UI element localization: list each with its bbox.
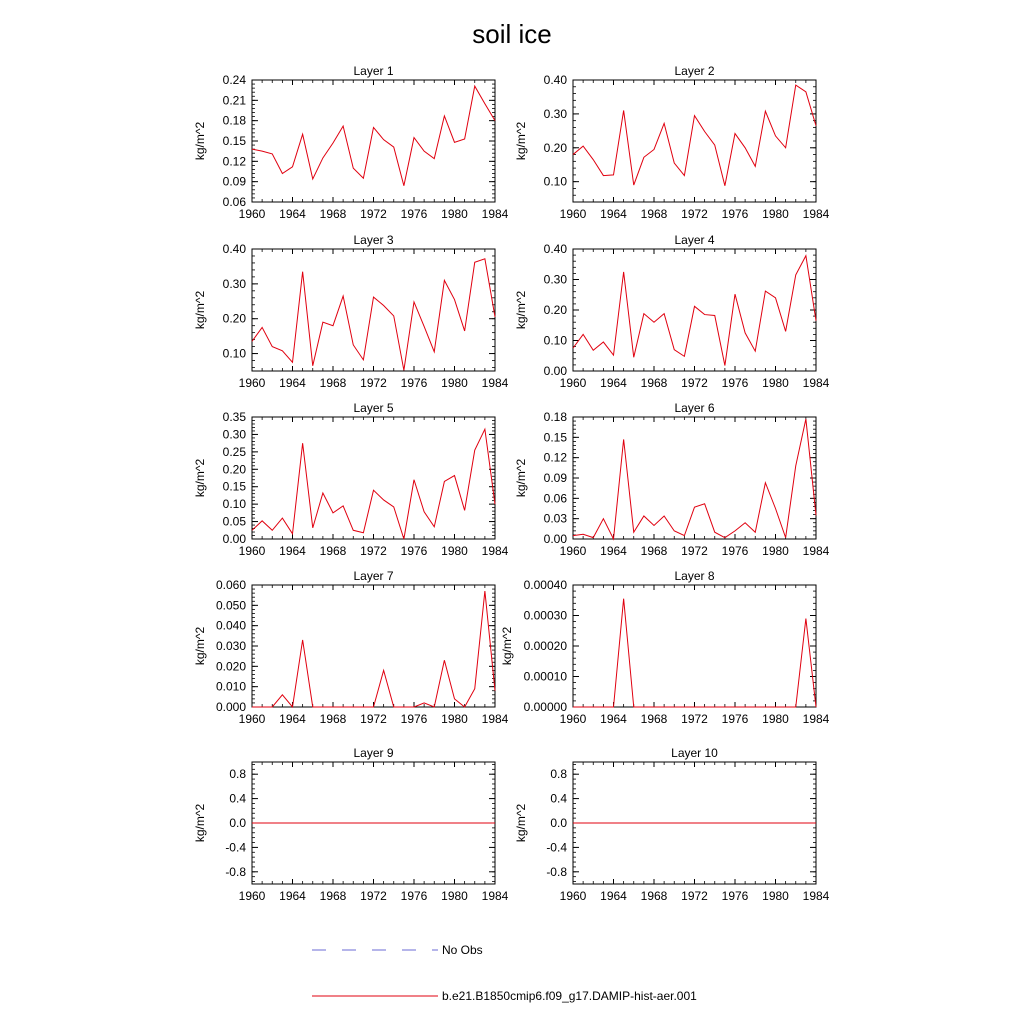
x-tick-label: 1984 [802, 889, 830, 903]
x-tick-label: 1964 [279, 712, 306, 726]
y-tick-label: 0.030 [215, 639, 246, 653]
figure-title: soil ice [472, 19, 552, 49]
panel-layer-5 [193, 401, 509, 558]
y-tick-label: 0.25 [222, 444, 246, 459]
x-tick-label: 1980 [762, 207, 789, 221]
y-tick-label: 0.00 [543, 532, 567, 546]
x-tick-label: 1964 [600, 544, 627, 558]
x-tick-label: 1980 [762, 376, 789, 390]
x-tick-label: 1968 [319, 544, 347, 558]
x-tick-label: 1980 [441, 207, 468, 221]
x-tick-label: 1964 [279, 207, 306, 221]
y-axis-label: kg/m^2 [500, 626, 514, 666]
x-tick-label: 1972 [681, 889, 708, 903]
x-tick-label: 1976 [721, 712, 749, 726]
panel-title: Layer 8 [674, 569, 715, 583]
series-line [252, 86, 495, 186]
y-axis-label: kg/m^2 [193, 458, 207, 498]
x-tick-label: 1968 [319, 712, 347, 726]
x-tick-label: 1984 [481, 712, 509, 726]
y-axis-label: kg/m^2 [514, 290, 528, 330]
y-tick-label: 0.40 [222, 242, 246, 256]
y-tick-label: 0.09 [543, 471, 567, 485]
x-tick-label: 1964 [600, 207, 627, 221]
x-tick-label: 1976 [721, 207, 749, 221]
x-tick-label: 1972 [360, 376, 387, 390]
x-tick-label: 1960 [559, 376, 587, 390]
y-tick-label: 0.00030 [523, 608, 567, 623]
y-tick-label: 0.18 [222, 113, 246, 128]
x-tick-label: 1976 [721, 544, 749, 558]
x-tick-label: 1960 [238, 712, 266, 726]
y-tick-label: -0.8 [225, 864, 246, 879]
x-tick-label: 1960 [559, 889, 587, 903]
panel-title: Layer 6 [674, 401, 715, 415]
y-tick-label: 0.8 [550, 767, 567, 782]
plot-frame [252, 585, 495, 707]
series-line [252, 259, 495, 371]
y-tick-label: 0.12 [543, 450, 567, 465]
x-tick-label: 1968 [640, 544, 668, 558]
series-line [252, 429, 495, 539]
panel-title: Layer 5 [353, 401, 394, 415]
y-tick-label: 0.03 [543, 511, 567, 526]
y-tick-label: 0.4 [229, 791, 246, 806]
x-tick-label: 1980 [762, 889, 789, 903]
y-tick-label: 0.00010 [523, 669, 567, 684]
panel-title: Layer 7 [353, 569, 394, 583]
x-tick-label: 1972 [360, 889, 387, 903]
legend [312, 943, 697, 1003]
y-tick-label: 0.10 [543, 333, 567, 348]
y-tick-label: 0.40 [543, 242, 567, 256]
y-tick-label: 0.30 [543, 106, 567, 121]
panel-layer-10 [514, 746, 830, 903]
panel-title: Layer 10 [671, 746, 718, 760]
y-tick-label: 0.35 [222, 410, 246, 424]
y-axis-label: kg/m^2 [514, 803, 528, 843]
x-tick-label: 1984 [481, 376, 509, 390]
x-tick-label: 1984 [481, 889, 509, 903]
series-line [573, 419, 816, 539]
y-tick-label: 0.20 [222, 462, 246, 477]
x-tick-label: 1972 [681, 712, 708, 726]
x-tick-label: 1968 [319, 207, 347, 221]
legend-label-model: b.e21.B1850cmip6.f09_g17.DAMIP-hist-aer.001 [442, 989, 697, 1003]
x-tick-label: 1984 [481, 207, 509, 221]
y-tick-label: 0.00020 [523, 639, 567, 653]
x-tick-label: 1980 [441, 544, 468, 558]
y-tick-label: 0.18 [543, 410, 567, 424]
y-tick-label: -0.4 [546, 840, 567, 855]
x-tick-label: 1980 [441, 376, 468, 390]
y-tick-label: 0.06 [222, 195, 246, 209]
x-tick-label: 1960 [238, 889, 266, 903]
y-tick-label: 0.8 [229, 767, 246, 782]
panel-layer-3 [193, 233, 509, 390]
panel-layer-8 [500, 569, 830, 726]
panel-layer-1 [193, 64, 509, 221]
y-axis-label: kg/m^2 [193, 803, 207, 843]
y-tick-label: 0.050 [215, 598, 246, 613]
x-tick-label: 1968 [640, 376, 668, 390]
legend-label-no-obs: No Obs [442, 943, 483, 957]
y-tick-label: 0.06 [543, 491, 567, 506]
series-line [252, 591, 495, 707]
y-tick-label: 0.0 [229, 816, 246, 830]
y-tick-label: 0.020 [215, 659, 246, 674]
x-tick-label: 1972 [360, 207, 387, 221]
panels-container [193, 64, 830, 903]
y-tick-label: 0.21 [222, 93, 246, 108]
panel-layer-4 [514, 233, 830, 390]
x-tick-label: 1960 [559, 544, 587, 558]
series-line [573, 256, 816, 366]
panel-layer-9 [193, 746, 509, 903]
x-tick-label: 1976 [400, 207, 428, 221]
y-tick-label: 0.010 [215, 679, 246, 694]
y-tick-label: 0.30 [543, 272, 567, 287]
plot-frame [252, 417, 495, 539]
y-tick-label: 0.20 [543, 303, 567, 317]
panel-title: Layer 3 [353, 233, 394, 247]
y-tick-label: -0.8 [546, 864, 567, 879]
y-tick-label: 0.15 [222, 134, 246, 148]
x-tick-label: 1960 [238, 544, 266, 558]
y-tick-label: -0.4 [225, 840, 246, 855]
y-axis-label: kg/m^2 [193, 626, 207, 666]
x-tick-label: 1964 [600, 376, 627, 390]
panel-layer-6 [514, 401, 830, 558]
y-tick-label: 0.20 [222, 311, 246, 326]
y-tick-label: 0.060 [215, 578, 246, 592]
x-tick-label: 1972 [681, 207, 708, 221]
y-tick-label: 0.10 [222, 346, 246, 361]
x-tick-label: 1980 [441, 889, 468, 903]
y-tick-label: 0.15 [543, 430, 567, 445]
y-tick-label: 0.4 [550, 791, 567, 806]
y-tick-label: 0.10 [222, 497, 246, 512]
series-line [573, 599, 816, 707]
x-tick-label: 1980 [762, 544, 789, 558]
y-tick-label: 0.040 [215, 618, 246, 633]
y-axis-label: kg/m^2 [193, 290, 207, 330]
x-tick-label: 1976 [721, 376, 749, 390]
plot-frame [573, 585, 816, 707]
y-tick-label: 0.00040 [523, 578, 567, 592]
x-tick-label: 1960 [238, 207, 266, 221]
y-tick-label: 0.24 [222, 73, 246, 87]
x-tick-label: 1976 [721, 889, 749, 903]
y-axis-label: kg/m^2 [514, 121, 528, 161]
y-tick-label: 0.000 [215, 700, 246, 714]
y-tick-label: 0.20 [543, 140, 567, 155]
y-tick-label: 0.00 [222, 532, 246, 546]
plot-frame [252, 249, 495, 371]
y-tick-label: 0.30 [222, 427, 246, 442]
x-tick-label: 1976 [400, 712, 428, 726]
y-tick-label: 0.05 [222, 514, 246, 529]
x-tick-label: 1964 [279, 544, 306, 558]
y-tick-label: 0.00 [543, 364, 567, 378]
x-tick-label: 1964 [600, 889, 627, 903]
y-tick-label: 0.0 [550, 816, 567, 830]
panel-title: Layer 1 [353, 64, 394, 78]
x-tick-label: 1968 [640, 889, 668, 903]
y-tick-label: 0.09 [222, 174, 246, 189]
x-tick-label: 1984 [802, 376, 830, 390]
x-tick-label: 1972 [360, 544, 387, 558]
x-tick-label: 1964 [279, 376, 306, 390]
x-tick-label: 1984 [481, 544, 509, 558]
x-tick-label: 1976 [400, 376, 428, 390]
x-tick-label: 1984 [802, 207, 830, 221]
x-tick-label: 1968 [319, 889, 347, 903]
y-tick-label: 0.40 [543, 73, 567, 87]
panel-title: Layer 2 [674, 64, 715, 78]
x-tick-label: 1984 [802, 544, 830, 558]
x-tick-label: 1964 [600, 712, 627, 726]
x-tick-label: 1960 [559, 712, 587, 726]
y-tick-label: 0.10 [543, 174, 567, 189]
x-tick-label: 1972 [360, 712, 387, 726]
y-tick-label: 0.15 [222, 479, 246, 494]
y-axis-label: kg/m^2 [514, 458, 528, 498]
x-tick-label: 1972 [681, 376, 708, 390]
x-tick-label: 1980 [441, 712, 468, 726]
x-tick-label: 1968 [319, 376, 347, 390]
panel-title: Layer 9 [353, 746, 394, 760]
x-tick-label: 1976 [400, 889, 428, 903]
series-line [573, 85, 816, 186]
x-tick-label: 1960 [559, 207, 587, 221]
y-tick-label: 0.30 [222, 276, 246, 291]
panel-layer-2 [514, 64, 830, 221]
x-tick-label: 1960 [238, 376, 266, 390]
y-tick-label: 0.12 [222, 154, 246, 169]
x-tick-label: 1968 [640, 712, 668, 726]
panel-layer-7 [193, 569, 509, 726]
x-tick-label: 1968 [640, 207, 668, 221]
y-tick-label: 0.00000 [523, 700, 567, 714]
panel-title: Layer 4 [674, 233, 715, 247]
x-tick-label: 1972 [681, 544, 708, 558]
x-tick-label: 1976 [400, 544, 428, 558]
x-tick-label: 1964 [279, 889, 306, 903]
x-tick-label: 1984 [802, 712, 830, 726]
x-tick-label: 1980 [762, 712, 789, 726]
y-axis-label: kg/m^2 [193, 121, 207, 161]
